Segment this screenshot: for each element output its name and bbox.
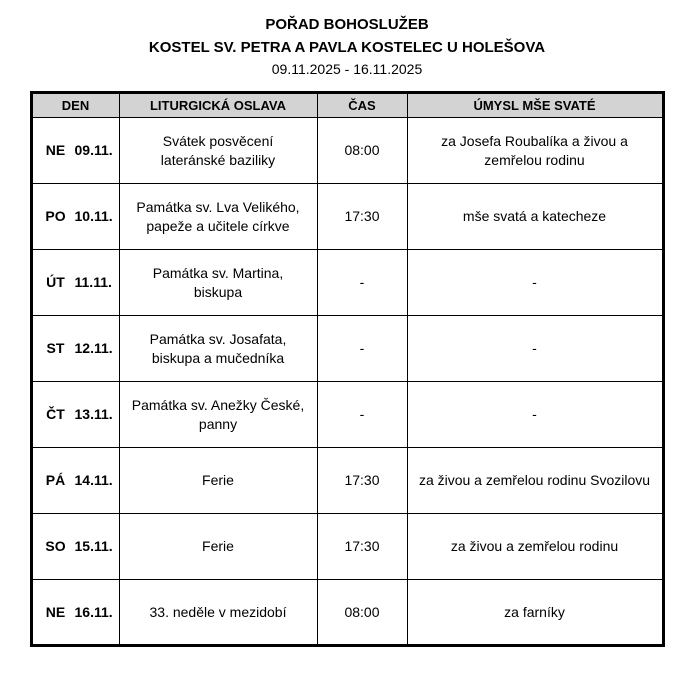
intention-cell: - (407, 382, 663, 448)
table-row (31, 118, 663, 184)
time-cell: - (317, 316, 407, 382)
time-cell: - (317, 382, 407, 448)
table-header (31, 93, 663, 118)
date-range: 09.11.2025 - 16.11.2025 (271, 61, 423, 77)
celebration-cell: Ferie (119, 448, 317, 514)
day-cell (31, 184, 119, 250)
day-cell (31, 514, 119, 580)
day-date: 14.11. (74, 472, 113, 489)
day-cell (31, 382, 119, 448)
column-header-cas: ČAS (317, 93, 407, 118)
table-body (31, 118, 663, 646)
day-abbreviation: ST (46, 340, 65, 357)
day-abbreviation: ÚT (46, 274, 65, 291)
header-row (31, 93, 663, 118)
table-row (31, 448, 663, 514)
day-abbreviation: ČT (46, 406, 65, 423)
day-abbreviation: NE (45, 603, 66, 620)
intention-cell: za živou a zemřelou rodinu Svozilovu (407, 448, 663, 514)
celebration-cell: Památka sv. Anežky České, panny (119, 382, 317, 448)
table-row (31, 580, 663, 646)
celebration-cell: Ferie (119, 514, 317, 580)
day-date: 10.11. (74, 208, 113, 225)
day-cell (31, 118, 119, 184)
intention-cell: - (407, 316, 663, 382)
time-cell: 17:30 (317, 448, 407, 514)
day-date: 09.11. (74, 142, 113, 159)
table-row (31, 514, 663, 580)
celebration-cell: Památka sv. Josafata, biskupa a mučedníka (119, 316, 317, 382)
day-date: 12.11. (74, 340, 113, 357)
day-abbreviation: NE (45, 142, 66, 159)
document-subtitle: KOSTEL SV. PETRA A PAVLA KOSTELEC U HOLEŠOVA (148, 38, 546, 56)
table-row (31, 250, 663, 316)
document-header (0, 14, 694, 80)
celebration-cell: Svátek posvěcení lateránské baziliky (119, 118, 317, 184)
intention-cell: mše svatá a katecheze (407, 184, 663, 250)
column-header-umysl: ÚMYSL MŠE SVATÉ (407, 93, 663, 118)
time-cell: 08:00 (317, 580, 407, 646)
time-cell: 17:30 (317, 514, 407, 580)
schedule-table (30, 91, 665, 647)
day-date: 16.11. (74, 603, 113, 620)
celebration-cell: Památka sv. Martina, biskupa (119, 250, 317, 316)
day-abbreviation: SO (45, 538, 66, 555)
table-row (31, 316, 663, 382)
day-date: 15.11. (74, 538, 113, 555)
table-row (31, 184, 663, 250)
day-date: 13.11. (74, 406, 113, 423)
day-cell (31, 448, 119, 514)
intention-cell: za Josefa Roubalíka a živou a zemřelou rodinu (407, 118, 663, 184)
day-abbreviation: PÁ (45, 472, 66, 489)
table-row (31, 382, 663, 448)
intention-cell: za živou a zemřelou rodinu (407, 514, 663, 580)
intention-cell: - (407, 250, 663, 316)
day-cell (31, 580, 119, 646)
time-cell: 08:00 (317, 118, 407, 184)
day-date: 11.11. (74, 274, 112, 291)
celebration-cell: 33. neděle v mezidobí (119, 580, 317, 646)
column-header-liturgicka-oslava: LITURGICKÁ OSLAVA (119, 93, 317, 118)
celebration-cell: Památka sv. Lva Velikého, papeže a učitele církve (119, 184, 317, 250)
day-cell (31, 316, 119, 382)
document-title: POŘAD BOHOSLUŽEB (265, 16, 429, 33)
time-cell: 17:30 (317, 184, 407, 250)
column-header-den: DEN (31, 93, 119, 118)
day-cell (31, 250, 119, 316)
intention-cell: za farníky (407, 580, 663, 646)
day-abbreviation: PO (45, 208, 66, 225)
time-cell: - (317, 250, 407, 316)
